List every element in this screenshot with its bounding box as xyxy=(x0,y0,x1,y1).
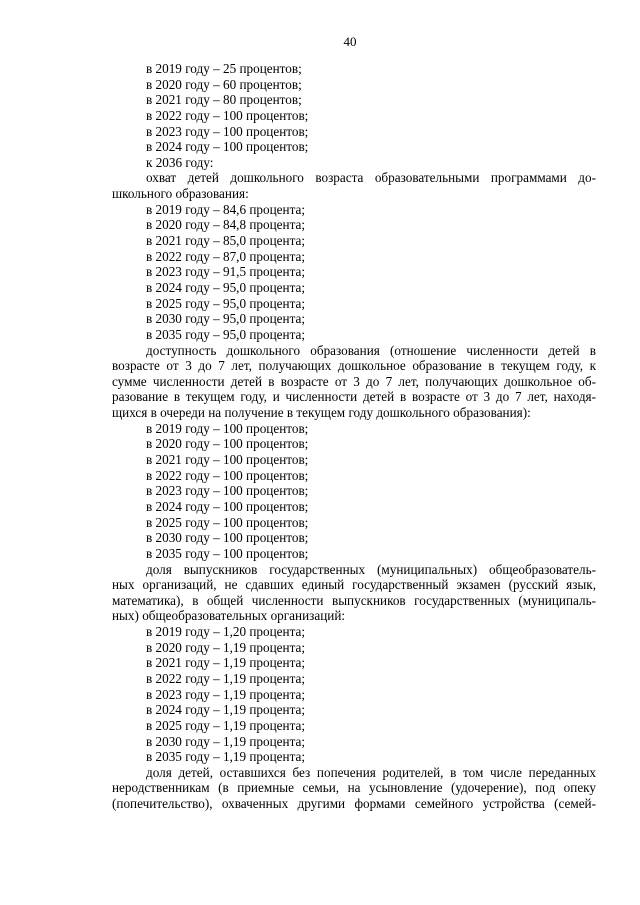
list-item: в 2024 году – 95,0 процента; xyxy=(146,279,306,295)
list-item: в 2019 году – 84,6 процента; xyxy=(146,201,306,217)
list-item: в 2020 году – 84,8 процента; xyxy=(146,217,306,233)
list-item: в 2021 году – 100 процентов; xyxy=(146,452,309,468)
paragraph-line: возрасте от 3 до 7 лет, получающих дошкольное образование в текущем году, к xyxy=(112,358,596,374)
list-item: в 2022 году – 100 процентов; xyxy=(146,107,309,123)
list-item: в 2022 году – 87,0 процента; xyxy=(146,248,306,264)
percentage-list-2019-2024 xyxy=(112,61,596,170)
preschool-accessibility-section xyxy=(112,343,596,562)
paragraph-line: неродственникам (в приемные семьи, на усыновление (удочерение), под опеку xyxy=(112,780,596,796)
list-item: в 2019 году – 25 процентов; xyxy=(146,61,302,76)
list-item: в 2025 году – 100 процентов; xyxy=(146,514,309,530)
preschool-coverage-section xyxy=(112,170,596,342)
graduates-exam-section xyxy=(112,562,596,765)
list-item: в 2035 году – 1,19 процента; xyxy=(146,749,306,765)
list-item: в 2021 году – 80 процентов; xyxy=(146,92,302,108)
list-item: в 2022 году – 1,19 процента; xyxy=(146,670,306,686)
orphans-section xyxy=(112,765,596,812)
paragraph-line: охват детей дошкольного возраста образовательными программами до- xyxy=(146,170,596,186)
list-item: в 2024 году – 100 процентов; xyxy=(146,498,309,514)
list-item: в 2021 году – 85,0 процента; xyxy=(146,233,306,249)
paragraph-line: сумме численности детей в возрасте от 3 до 7 лет, получающих дошкольное об- xyxy=(112,373,596,389)
list-item: в 2025 году – 95,0 процента; xyxy=(146,295,306,311)
list-item: в 2025 году – 1,19 процента; xyxy=(146,717,306,733)
list-item: в 2023 году – 100 процентов; xyxy=(146,483,309,499)
paragraph-line: разование в текущем году, и численности детей в возрасте от 3 до 7 лет, находя- xyxy=(112,389,596,405)
list-item: в 2022 году – 100 процентов; xyxy=(146,467,309,483)
page-number: 40 xyxy=(343,34,357,49)
paragraph-line: доля детей, оставшихся без попечения родителей, в том числе переданных xyxy=(146,764,596,780)
list-item: в 2030 году – 1,19 процента; xyxy=(146,733,306,749)
list-item: в 2020 году – 100 процентов; xyxy=(146,436,309,452)
list-item: в 2024 году – 100 процентов; xyxy=(146,139,309,155)
list-item: в 2020 году – 1,19 процента; xyxy=(146,639,306,655)
list-item: в 2030 году – 100 процентов; xyxy=(146,530,309,546)
list-item: в 2019 году – 1,20 процента; xyxy=(146,624,306,640)
paragraph-line: доля выпускников государственных (муниципальных) общеобразователь- xyxy=(146,561,596,577)
paragraph-line: доступность дошкольного образования (отношение численности детей в xyxy=(146,342,596,358)
list-item: в 2021 году – 1,19 процента; xyxy=(146,655,306,671)
list-item: в 2024 году – 1,19 процента; xyxy=(146,702,306,718)
list-item: в 2020 году – 60 процентов; xyxy=(146,76,302,92)
paragraph-line: школьного образования: xyxy=(112,186,249,202)
list-item: в 2023 году – 100 процентов; xyxy=(146,123,309,139)
paragraph-line: математика), в общей численности выпускников государственных (муниципаль- xyxy=(112,592,596,608)
list-item: в 2023 году – 1,19 процента; xyxy=(146,686,306,702)
paragraph-line: ных) общеобразовательных организаций: xyxy=(112,608,346,624)
list-item: в 2023 году – 91,5 процента; xyxy=(146,264,306,280)
list-item: в 2035 году – 100 процентов; xyxy=(146,545,309,561)
paragraph-line: ных организаций, не сдавших единый государственный экзамен (русский язык, xyxy=(112,577,596,593)
list-item: в 2030 году – 95,0 процента; xyxy=(146,311,306,327)
paragraph-line: щихся в очереди на получение в текущем году дошкольного образования): xyxy=(112,405,531,421)
list-item: в 2019 году – 100 процентов; xyxy=(146,420,309,436)
list-item: в 2035 году – 95,0 процента; xyxy=(146,326,306,342)
list-item: к 2036 году: xyxy=(146,154,214,170)
paragraph-line: (попечительство), охваченных другими формами семейного устройства (семей- xyxy=(112,796,596,812)
document-body xyxy=(112,61,596,812)
